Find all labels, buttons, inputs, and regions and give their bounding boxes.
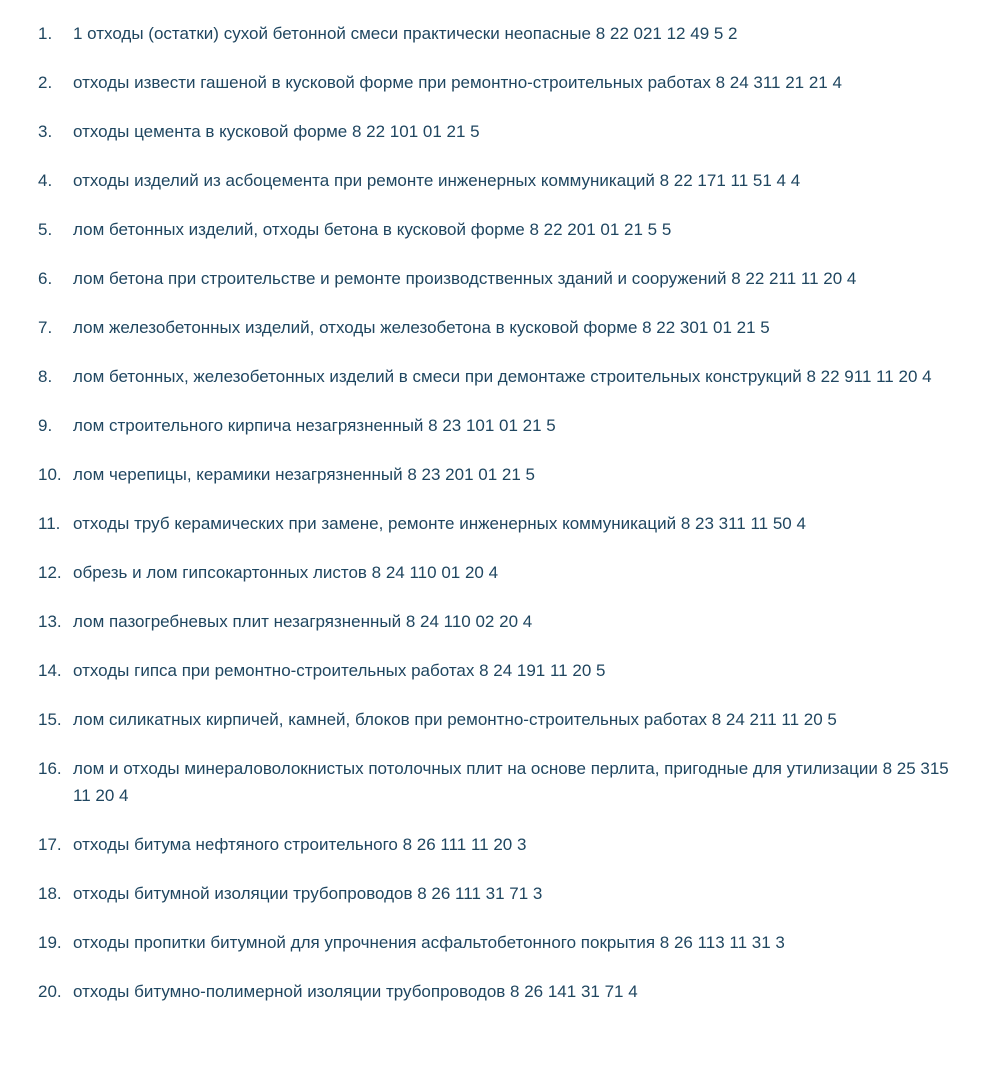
list-item-text: отходы битума нефтяного строительного 8 26 111 11 20 3 [73,835,527,854]
list-item-number: 16. [38,759,62,778]
list-item [0,608,992,635]
list-item-number: 9. [38,416,53,435]
list-item-text: лом и отходы минераловолокнистых потолочных плит на основе перлита, пригодные для утилизации 8 25 315 11 20 4 [73,759,949,805]
list-item-number: 12. [38,563,62,582]
list-item [0,167,992,194]
list-item-text: лом строительного кирпича незагрязненный 8 23 101 01 21 5 [73,416,556,435]
list-item [0,69,992,96]
list-item-number: 19. [38,933,62,952]
list-item-text: отходы битумной изоляции трубопроводов 8 26 111 31 71 3 [73,884,543,903]
list-item [0,216,992,243]
list-item [0,118,992,145]
list-item-text: лом черепицы, керамики незагрязненный 8 23 201 01 21 5 [73,465,535,484]
list-item-number: 5. [38,220,53,239]
list-item-text: обрезь и лом гипсокартонных листов 8 24 110 01 20 4 [73,563,499,582]
list-item-text: отходы изделий из асбоцемента при ремонте инженерных коммуникаций 8 22 171 11 51 4 4 [73,171,801,190]
list-item-number: 10. [38,465,62,484]
list-item-number: 17. [38,835,62,854]
list-item [0,657,992,684]
list-item [0,978,992,1005]
list-item-text: отходы цемента в кусковой форме 8 22 101 01 21 5 [73,122,480,141]
list-item [0,510,992,537]
list-item-number: 1. [38,24,53,43]
list-item-number: 18. [38,884,62,903]
list-item [0,461,992,488]
list-item-text: лом пазогребневых плит незагрязненный 8 24 110 02 20 4 [73,612,533,631]
list-item [0,412,992,439]
list-item [0,755,992,809]
list-item-number: 11. [38,514,61,533]
list-item-text: 1 отходы (остатки) сухой бетонной смеси практически неопасные 8 22 021 12 49 5 2 [73,24,738,43]
list-item-number: 4. [38,171,53,190]
list-item [0,265,992,292]
list-item-text: отходы пропитки битумной для упрочнения асфальтобетонного покрытия 8 26 113 11 31 3 [73,933,785,952]
list-item-text: отходы битумно-полимерной изоляции трубопроводов 8 26 141 31 71 4 [73,982,638,1001]
list-item [0,831,992,858]
list-item [0,880,992,907]
list-item-number: 8. [38,367,53,386]
list-item [0,20,992,47]
list-item-number: 7. [38,318,53,337]
list-item [0,706,992,733]
list-item-text: отходы гипса при ремонтно-строительных работах 8 24 191 11 20 5 [73,661,606,680]
list-item-number: 2. [38,73,53,92]
list-item-number: 15. [38,710,62,729]
list-item-text: лом бетонных изделий, отходы бетона в кусковой форме 8 22 201 01 21 5 5 [73,220,672,239]
list-item-number: 20. [38,982,62,1001]
list-item-text: отходы извести гашеной в кусковой форме при ремонтно-строительных работах 8 24 311 21 21 4 [73,73,842,92]
list-item-number: 14. [38,661,62,680]
list-item [0,929,992,956]
list-item [0,314,992,341]
list-item-text: лом силикатных кирпичей, камней, блоков при ремонтно-строительных работах 8 24 211 11 20 5 [73,710,837,729]
list-item [0,363,992,390]
list-item-text: лом железобетонных изделий, отходы железобетона в кусковой форме 8 22 301 01 21 5 [73,318,770,337]
list-item-text: лом бетонных, железобетонных изделий в смеси при демонтаже строительных конструкций 8 22 911 11 20 4 [73,367,932,386]
list-item-number: 13. [38,612,62,631]
list-item-text: лом бетона при строительстве и ремонте производственных зданий и сооружений 8 22 211 11 20 4 [73,269,857,288]
list-item-number: 3. [38,122,53,141]
list-item-number: 6. [38,269,53,288]
list-item-text: отходы труб керамических при замене, ремонте инженерных коммуникаций 8 23 311 11 50 4 [73,514,806,533]
list-item [0,559,992,586]
